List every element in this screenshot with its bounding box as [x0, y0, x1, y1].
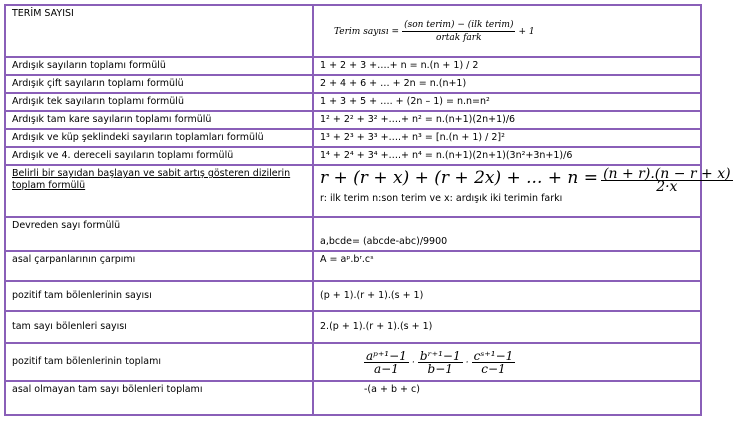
- table-row: [5, 311, 701, 343]
- table-row: [5, 111, 701, 129]
- table-row: [5, 381, 701, 415]
- table-row: [5, 75, 701, 93]
- row-label: Ardışık tam kare sayıların toplamı formülü: [5, 111, 313, 129]
- row-formula: (p + 1).(r + 1).(s + 1): [313, 281, 701, 311]
- row-formula: 2 + 4 + 6 + … + 2n = n.(n+1): [313, 75, 701, 93]
- row-label: tam sayı bölenleri sayısı: [5, 311, 313, 343]
- row-formula: A = aᵖ.bʳ.cˢ: [313, 251, 701, 281]
- term-count-formula: [313, 5, 701, 57]
- row-formula: 2.(p + 1).(r + 1).(s + 1): [313, 311, 701, 343]
- row-label: asal çarpanlarının çarpımı: [5, 251, 313, 281]
- series-sum-denominator: 2·x: [656, 179, 678, 195]
- multiply-dot: ·: [411, 356, 415, 368]
- divisor-sum-fraction-a: [364, 350, 409, 375]
- table-row: [5, 281, 701, 311]
- row-formula: -(a + b + c): [313, 381, 701, 415]
- row-label: Ardışık sayıların toplamı formülü: [5, 57, 313, 75]
- table-row: [5, 217, 701, 251]
- table-row: [5, 129, 701, 147]
- fraction-numerator: aᵖ⁺¹−1: [366, 348, 407, 363]
- fraction-denominator: b−1: [427, 361, 453, 376]
- table-row: [5, 343, 701, 381]
- table-row: [5, 57, 701, 75]
- table-row: [5, 93, 701, 111]
- series-sum-numerator: (n + r).(n − r + x): [603, 166, 731, 182]
- series-sum-formula: [313, 165, 731, 217]
- row-formula: 1³ + 2³ + 3³ +….+ n³ = [n.(n + 1) / 2]²: [313, 129, 701, 147]
- fraction-denominator: c−1: [481, 361, 506, 376]
- term-count-lhs: Terim sayısı =: [334, 26, 400, 37]
- row-formula: 1 + 3 + 5 + …. + (2n – 1) = n.n=n²: [313, 93, 701, 111]
- series-sum-lhs: r + (r + x) + (r + 2x) + ... + n =: [320, 168, 599, 188]
- divisor-sum-formula: [313, 343, 701, 381]
- row-formula: 1² + 2² + 3² +….+ n² = n.(n+1)(2n+1)/6: [313, 111, 701, 129]
- row-formula: a,bcde= (abcde-abc)/9900: [313, 217, 701, 251]
- divisor-sum-fraction-b: [418, 350, 463, 375]
- row-label: Belirli bir sayıdan başlayan ve sabit artış gösteren dizilerin toplam formülü: [5, 165, 313, 217]
- fraction-denominator: a−1: [373, 361, 399, 376]
- term-count-fraction: [402, 19, 515, 44]
- row-label: pozitif tam bölenlerinin sayısı: [5, 281, 313, 311]
- row-label: asal olmayan tam sayı bölenleri toplamı: [5, 381, 313, 415]
- divisor-sum-fraction-c: [472, 350, 516, 375]
- table-row: [5, 251, 701, 281]
- term-count-numerator: (son terim) − (ilk terim): [404, 19, 514, 30]
- table-row: [5, 147, 701, 165]
- row-formula: 1⁴ + 2⁴ + 3⁴ +….+ n⁴ = n.(n+1)(2n+1)(3n²+3n+1)/6: [313, 147, 701, 165]
- multiply-dot: ·: [465, 356, 469, 368]
- row-label: Ardışık ve küp şeklindeki sayıların toplamları formülü: [5, 129, 313, 147]
- formula-table: [4, 4, 731, 416]
- series-sum-note: r: ilk terim n:son terim ve x: ardışık iki terimin farkı: [320, 193, 563, 204]
- row-label: Ardışık ve 4. dereceli sayıların toplamı formülü: [5, 147, 313, 165]
- fraction-numerator: cˢ⁺¹−1: [473, 348, 514, 363]
- row-formula: 1 + 2 + 3 +….+ n = n.(n + 1) / 2: [313, 57, 701, 75]
- series-sum-fraction: [601, 168, 733, 193]
- row-label: pozitif tam bölenlerinin toplamı: [5, 343, 313, 381]
- fraction-numerator: bʳ⁺¹−1: [419, 348, 461, 363]
- term-count-denominator: ortak fark: [436, 32, 482, 43]
- row-label: Ardışık tek sayıların toplamı formülü: [5, 93, 313, 111]
- row-label: TERİM SAYISI: [5, 5, 313, 57]
- table-row: [5, 165, 701, 217]
- term-count-tail: + 1: [518, 26, 535, 37]
- row-label: Devreden sayı formülü: [5, 217, 313, 251]
- table-row: [5, 5, 701, 57]
- row-label: Ardışık çift sayıların toplamı formülü: [5, 75, 313, 93]
